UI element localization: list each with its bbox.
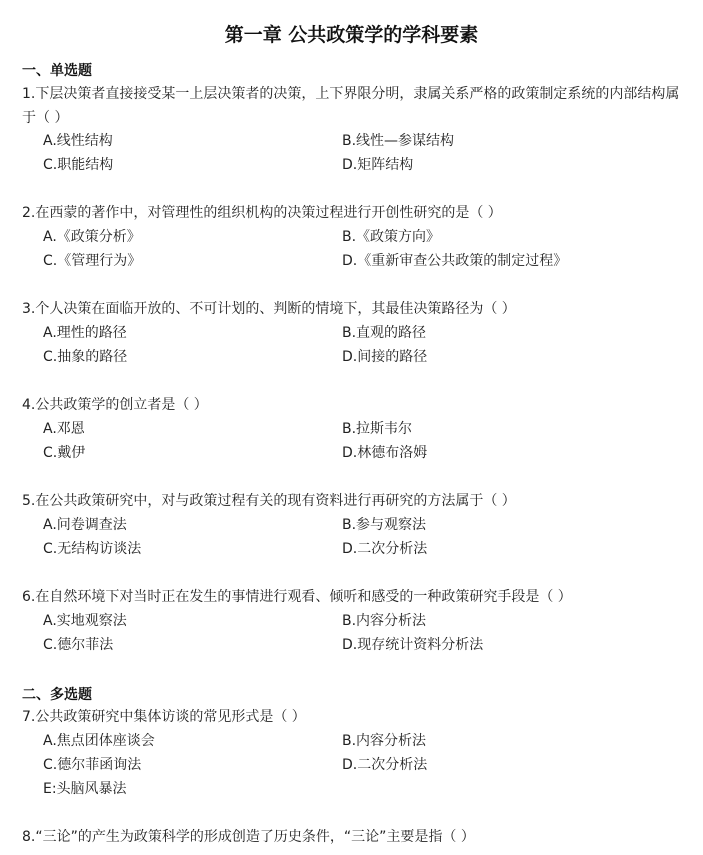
question-3-stem: 3.个人决策在面临开放的、不可计划的、判断的情境下，其最佳决策路径为（ ） xyxy=(22,301,516,317)
question-5-option-b[interactable]: B.参与观察法 xyxy=(342,517,427,533)
question-2-option-c[interactable]: C.《管理行为》 xyxy=(43,253,142,269)
section-heading-single-choice: 一、单选题 xyxy=(22,63,92,79)
question-2-option-a[interactable]: A.《政策分析》 xyxy=(43,229,141,245)
question-6-option-c[interactable]: C.德尔菲法 xyxy=(43,637,114,653)
question-2-stem: 2.在西蒙的著作中，对管理性的组织机构的决策过程进行开创性研究的是（ ） xyxy=(22,205,502,221)
question-5-option-a[interactable]: A.问卷调查法 xyxy=(43,517,127,533)
question-3-option-a[interactable]: A.理性的路径 xyxy=(43,325,127,341)
question-7-option-b[interactable]: B.内容分析法 xyxy=(342,733,427,749)
question-4-option-c[interactable]: C.戴伊 xyxy=(43,445,86,461)
question-7-option-e[interactable]: E:头脑风暴法 xyxy=(43,781,127,797)
question-3-option-b[interactable]: B.直观的路径 xyxy=(342,325,427,341)
question-5-option-c[interactable]: C.无结构访谈法 xyxy=(43,541,142,557)
question-7-option-a[interactable]: A.焦点团体座谈会 xyxy=(43,733,155,749)
question-4-option-d[interactable]: D.林德布洛姆 xyxy=(342,445,428,461)
question-1-option-a[interactable]: A.线性结构 xyxy=(43,133,113,149)
question-3-option-d[interactable]: D.间接的路径 xyxy=(342,349,428,365)
question-2-option-b[interactable]: B.《政策方向》 xyxy=(342,229,441,245)
question-1-option-c[interactable]: C.职能结构 xyxy=(43,157,114,173)
question-6-stem: 6.在自然环境下对当时正在发生的事情进行观看、倾听和感受的一种政策研究手段是（ ） xyxy=(22,589,572,605)
chapter-title: 第一章 公共政策学的学科要素 xyxy=(224,24,479,46)
question-8-stem: 8.“三论”的产生为政策科学的形成创造了历史条件，“三论”主要是指（ ） xyxy=(22,829,475,845)
question-1-option-b[interactable]: B.线性—参谋结构 xyxy=(342,133,455,149)
question-6-option-a[interactable]: A.实地观察法 xyxy=(43,613,127,629)
question-6-option-d[interactable]: D.现存统计资料分析法 xyxy=(342,637,484,653)
question-1-option-d[interactable]: D.矩阵结构 xyxy=(342,157,414,173)
section-heading-multiple-choice: 二、多选题 xyxy=(22,687,92,703)
question-7-stem: 7.公共政策研究中集体访谈的常见形式是（ ） xyxy=(22,709,306,725)
question-7-option-d[interactable]: D.二次分析法 xyxy=(342,757,428,773)
question-5-stem: 5.在公共政策研究中，对与政策过程有关的现有资料进行再研究的方法属于（ ） xyxy=(22,493,516,509)
question-4-option-b[interactable]: B.拉斯韦尔 xyxy=(342,421,413,437)
question-4-stem: 4.公共政策学的创立者是（ ） xyxy=(22,397,208,413)
question-5-option-d[interactable]: D.二次分析法 xyxy=(342,541,428,557)
question-1-stem: 1.下层决策者直接接受某一上层决策者的决策，上下界限分明，隶属关系严格的政策制定系统的内部结构属于（ ） xyxy=(22,86,680,126)
question-6-option-b[interactable]: B.内容分析法 xyxy=(342,613,427,629)
question-7-option-c[interactable]: C.德尔菲函询法 xyxy=(43,757,142,773)
question-3-option-c[interactable]: C.抽象的路径 xyxy=(43,349,128,365)
question-4-option-a[interactable]: A.邓恩 xyxy=(43,421,85,437)
question-2-option-d[interactable]: D.《重新审查公共政策的制定过程》 xyxy=(342,253,568,269)
